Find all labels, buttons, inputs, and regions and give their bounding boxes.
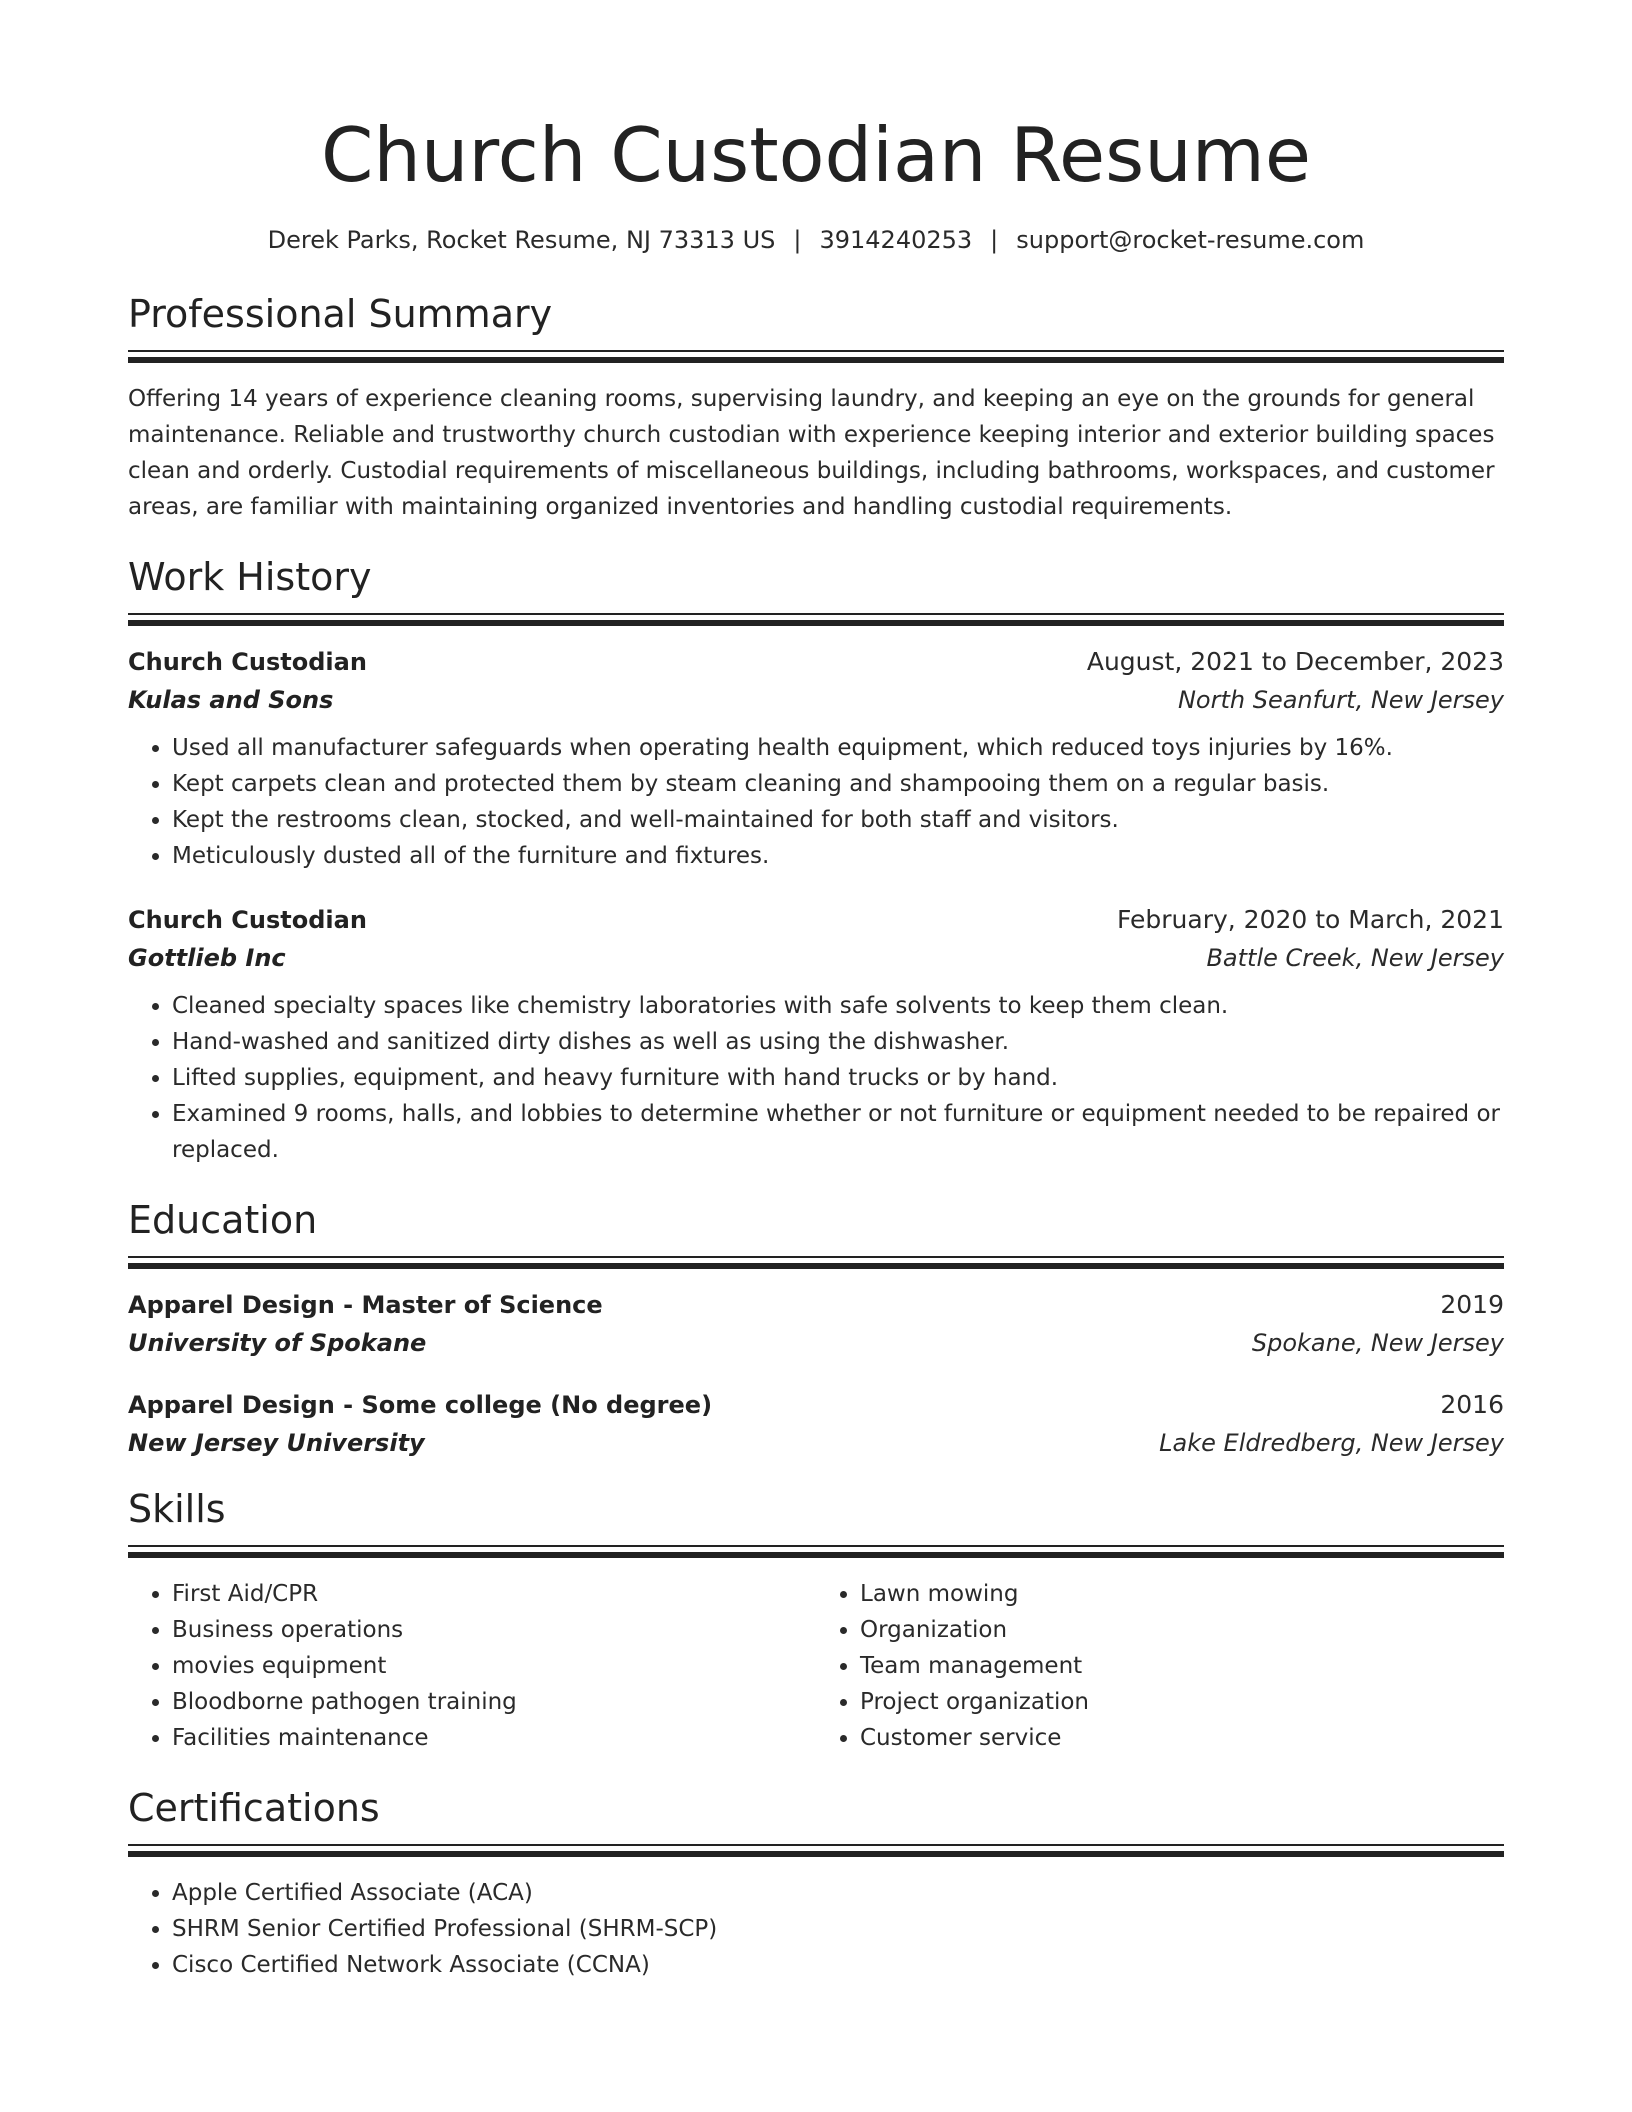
education-location: Lake Eldredberg, New Jersey — [1159, 1429, 1504, 1458]
job-title: Church Custodian — [128, 906, 367, 935]
education-school-row — [128, 1323, 1504, 1363]
section-title-work-history: Work History — [128, 555, 372, 600]
certifications-list — [128, 1875, 1504, 1983]
list-item: • Hand-washed and sanitized dirty dishes as well as using the dishwasher. — [172, 1024, 1504, 1060]
section-title-education: Education — [128, 1198, 318, 1243]
page-title: Church Custodian Resume — [321, 111, 1311, 199]
section-divider — [128, 350, 1504, 363]
job-header-row — [128, 644, 1504, 680]
list-item: • SHRM Senior Certified Professional (SHRM-SCP) — [172, 1911, 1504, 1947]
list-item: • Meticulously dusted all of the furniture and fixtures. — [172, 838, 1504, 874]
list-item: • Business operations — [172, 1612, 816, 1648]
education-entry — [128, 1287, 1504, 1363]
list-item: • Team management — [860, 1648, 1504, 1684]
section-divider — [128, 1844, 1504, 1857]
contact-email: support@rocket-resume.com — [1016, 226, 1365, 255]
work-history-section — [128, 555, 1504, 1168]
section-divider — [128, 613, 1504, 626]
skills-list-left — [128, 1576, 816, 1756]
contact-line — [128, 226, 1504, 254]
job-entry — [128, 644, 1504, 874]
summary-text: Offering 14 years of experience cleaning rooms, supervising laundry, and keeping an eye on the grounds for general maintenance. Reliable and trustworthy church custodian with experience keeping interior and exterior building spaces clean and orderly. Custodial requirements of miscellaneous buildings, including bathrooms, workspaces, and customer areas, are familiar with maintaining organized inventories and handling custodial requirements. — [128, 386, 1495, 521]
contact-separator: | — [990, 226, 999, 255]
skills-list-right — [816, 1576, 1504, 1756]
job-location: North Seanfurt, New Jersey — [1177, 686, 1504, 715]
job-employer-row — [128, 938, 1504, 978]
education-degree: Apparel Design - Master of Science — [128, 1291, 603, 1320]
job-location: Battle Creek, New Jersey — [1206, 944, 1504, 973]
education-header-row — [128, 1287, 1504, 1323]
job-title: Church Custodian — [128, 648, 367, 677]
education-year: 2019 — [1440, 1290, 1504, 1320]
list-item: • Lifted supplies, equipment, and heavy furniture with hand trucks or by hand. — [172, 1060, 1504, 1096]
job-entry — [128, 902, 1504, 1168]
education-degree: Apparel Design - Some college (No degree) — [128, 1391, 713, 1420]
list-item: • Kept carpets clean and protected them by steam cleaning and shampooing them on a regular basis. — [172, 766, 1504, 802]
certifications-section — [128, 1786, 1504, 1983]
education-school: University of Spokane — [128, 1329, 427, 1358]
job-bullets — [128, 730, 1504, 874]
section-divider — [128, 1545, 1504, 1558]
list-item: • Lawn mowing — [860, 1576, 1504, 1612]
section-title-skills: Skills — [128, 1487, 226, 1532]
summary-section — [128, 292, 1504, 525]
education-year: 2016 — [1440, 1390, 1504, 1420]
section-title-summary: Professional Summary — [128, 292, 553, 337]
contact-address: Derek Parks, Rocket Resume, NJ 73313 US — [267, 226, 776, 255]
list-item: • Cisco Certified Network Associate (CCNA) — [172, 1947, 1504, 1983]
education-school: New Jersey University — [128, 1429, 425, 1458]
job-dates: February, 2020 to March, 2021 — [1116, 905, 1504, 935]
education-header-row — [128, 1387, 1504, 1423]
contact-phone: 3914240253 — [819, 226, 973, 255]
education-section — [128, 1198, 1504, 1463]
job-dates: August, 2021 to December, 2023 — [1086, 647, 1504, 677]
list-item: • Bloodborne pathogen training — [172, 1684, 816, 1720]
list-item: • movies equipment — [172, 1648, 816, 1684]
skills-columns — [128, 1576, 1504, 1756]
job-bullets — [128, 988, 1504, 1168]
contact-separator: | — [793, 226, 802, 255]
job-employer: Kulas and Sons — [128, 686, 334, 715]
section-divider — [128, 1256, 1504, 1269]
job-employer-row — [128, 680, 1504, 720]
list-item: • First Aid/CPR — [172, 1576, 816, 1612]
section-title-certifications: Certifications — [128, 1786, 380, 1831]
list-item: • Used all manufacturer safeguards when operating health equipment, which reduced toys injuries by 16%. — [172, 730, 1504, 766]
job-employer: Gottlieb Inc — [128, 944, 286, 973]
job-header-row — [128, 902, 1504, 938]
list-item: • Organization — [860, 1612, 1504, 1648]
skills-section — [128, 1487, 1504, 1756]
list-item: • Kept the restrooms clean, stocked, and well-maintained for both staff and visitors. — [172, 802, 1504, 838]
list-item: • Project organization — [860, 1684, 1504, 1720]
list-item: • Cleaned specialty spaces like chemistry laboratories with safe solvents to keep them clean. — [172, 988, 1504, 1024]
list-item: • Facilities maintenance — [172, 1720, 816, 1756]
education-location: Spokane, New Jersey — [1251, 1329, 1504, 1358]
education-entry — [128, 1387, 1504, 1463]
list-item: • Examined 9 rooms, halls, and lobbies to determine whether or not furniture or equipment needed to be repaired or replaced. — [172, 1096, 1504, 1168]
education-school-row — [128, 1423, 1504, 1463]
list-item: • Customer service — [860, 1720, 1504, 1756]
list-item: • Apple Certified Associate (ACA) — [172, 1875, 1504, 1911]
